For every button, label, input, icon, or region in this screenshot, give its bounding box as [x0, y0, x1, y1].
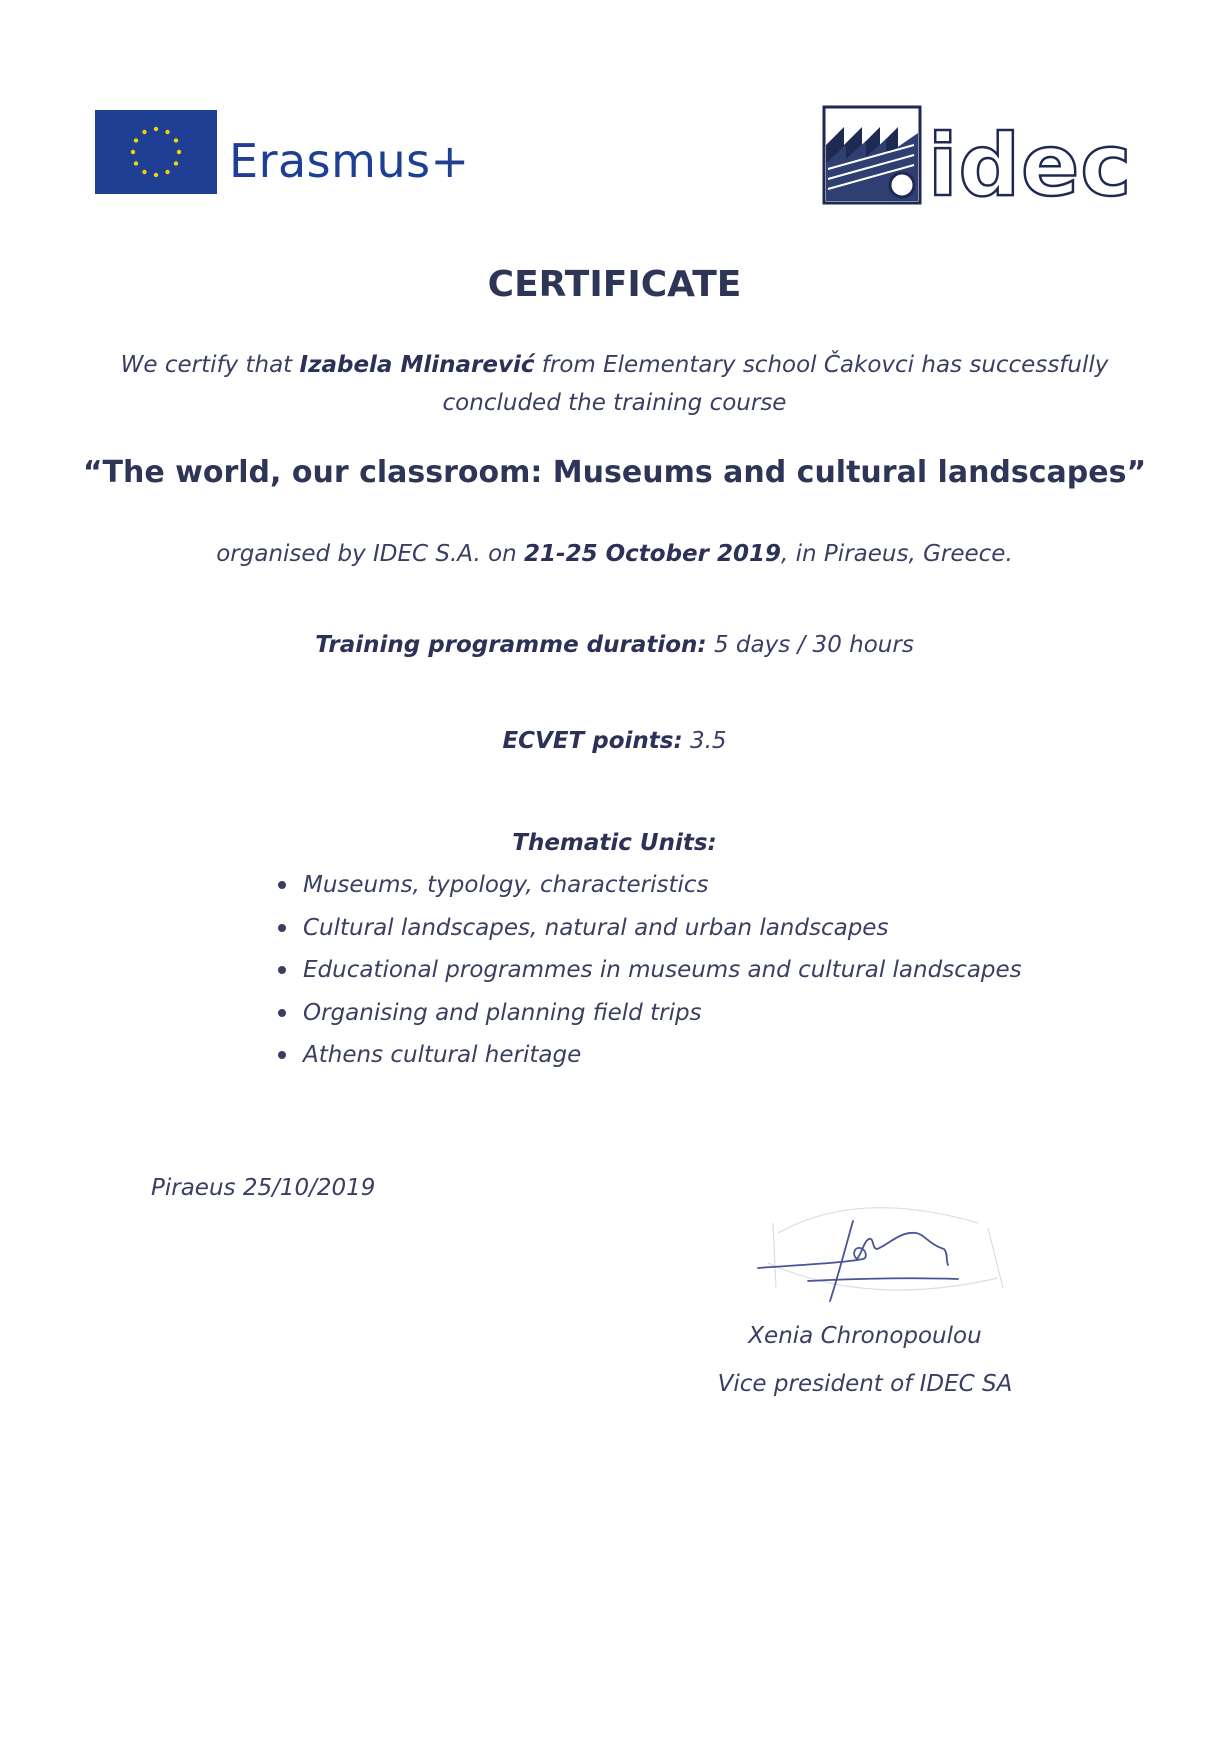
organised-prefix: organised by IDEC S.A. on: [216, 541, 525, 567]
list-item: [278, 998, 1022, 1041]
list-item: [278, 870, 1022, 913]
course-title: “The world, our classroom: Museums and cultural landscapes”: [82, 455, 1147, 490]
unit-label: Museums, typology, characteristics: [303, 872, 709, 898]
thematic-units-list: [278, 870, 1022, 1083]
certify-suffix: from Elementary school Čakovci has successfully: [534, 352, 1109, 378]
unit-label: Athens cultural heritage: [303, 1042, 582, 1068]
bullet-icon: [278, 881, 286, 889]
bullet-icon: [278, 1051, 286, 1059]
ecvet-value: 3.5: [682, 728, 727, 754]
signer-name: Xenia Chronopoulou: [748, 1323, 982, 1349]
bullet-icon: [278, 1009, 286, 1017]
duration-label: Training programme duration:: [315, 632, 707, 658]
ecvet-label: ECVET points:: [502, 728, 683, 754]
certificate-title: CERTIFICATE: [487, 264, 742, 305]
thematic-units-label: Thematic Units:: [512, 830, 717, 856]
unit-label: Organising and planning field trips: [303, 999, 702, 1026]
list-item: [278, 955, 1022, 998]
erasmus-plus-logo: [95, 110, 470, 194]
organised-suffix: , in Piraeus, Greece.: [781, 541, 1013, 567]
idec-mark-icon: [822, 105, 922, 205]
recipient-name: Izabela Mlinarević: [299, 352, 535, 378]
bullet-icon: [278, 924, 286, 932]
signature-image: [748, 1193, 1028, 1323]
programme-duration: [0, 632, 1229, 658]
duration-value: 5 days / 30 hours: [706, 632, 914, 658]
list-item: [278, 913, 1022, 956]
ecvet-points: [0, 728, 1229, 754]
certify-statement: [0, 352, 1229, 378]
unit-label: Cultural landscapes, natural and urban landscapes: [303, 914, 889, 941]
list-item: [278, 1040, 1022, 1083]
erasmus-logo-text: Erasmus+: [229, 134, 470, 188]
certify-prefix: We certify that: [120, 352, 300, 378]
unit-label: Educational programmes in museums and cultural landscapes: [303, 957, 1022, 983]
bullet-icon: [278, 966, 286, 974]
idec-logo: [822, 105, 1133, 216]
thematic-units-heading: [0, 830, 1229, 856]
certify-statement-line2: concluded the training course: [442, 390, 787, 416]
place-and-date: Piraeus 25/10/2019: [151, 1175, 376, 1201]
organised-statement: [0, 541, 1229, 567]
course-dates: 21-25 October 2019: [524, 541, 782, 567]
idec-logo-text: idec: [928, 115, 1133, 216]
signer-role: Vice president of IDEC SA: [717, 1371, 1013, 1397]
eu-flag-icon: [95, 110, 217, 194]
